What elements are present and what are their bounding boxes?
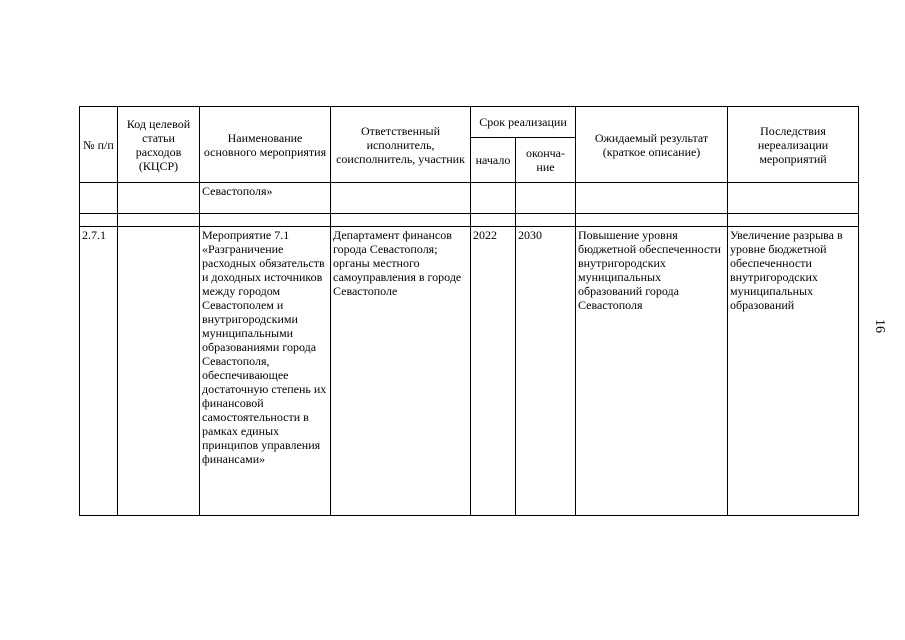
cell-kcsr	[118, 183, 200, 214]
cell-start	[471, 183, 516, 214]
header-row	[80, 107, 859, 138]
cell-start: 2022	[471, 227, 516, 516]
cell-name: Мероприятие 7.1 «Разграничение расходных обязательств и доходных источников между городом Севастополем и внутригородскими муниципальными образованиями города Севастополя, обеспечивающее достаточную степень их финансовой самостоятельности в рамках единых принципов управления финансами»	[200, 227, 331, 516]
cell-responsible: Департамент финансов города Севастополя; органы местного самоуправления в городе Севастополе	[331, 227, 471, 516]
header-result: Ожидаемый результат (краткое описание)	[576, 107, 728, 183]
table-row	[80, 227, 859, 516]
header-term: Срок реализации	[471, 107, 576, 138]
continuation-row	[80, 183, 859, 214]
cell-kcsr	[118, 227, 200, 516]
header-num: № п/п	[80, 107, 118, 183]
header-end: оконча-ние	[516, 138, 576, 183]
cell-responsible	[331, 183, 471, 214]
header-start: начало	[471, 138, 516, 183]
cell-end: 2030	[516, 227, 576, 516]
cell-consequences	[728, 183, 859, 214]
cell-result: Повышение уровня бюджетной обеспеченности внутригородских муниципальных образований города Севастополя	[576, 227, 728, 516]
cell-end	[516, 183, 576, 214]
header-kcsr: Код целевой статьи расходов (КЦСР)	[118, 107, 200, 183]
cell-consequences: Увеличение разрыва в уровне бюджетной обеспеченности внутригородских муниципальных образований	[728, 227, 859, 516]
header-responsible: Ответственный исполнитель, соисполнитель, участник	[331, 107, 471, 183]
header-name: Наименование основного мероприятия	[200, 107, 331, 183]
page-number: 16	[872, 319, 887, 333]
gap-row	[80, 214, 859, 227]
measures-table	[79, 106, 859, 516]
cell-num: 2.7.1	[80, 227, 118, 516]
header-consequences: Последствия нереализации мероприятий	[728, 107, 859, 183]
cell-result	[576, 183, 728, 214]
cell-num	[80, 183, 118, 214]
cell-name: Севастополя»	[200, 183, 331, 214]
